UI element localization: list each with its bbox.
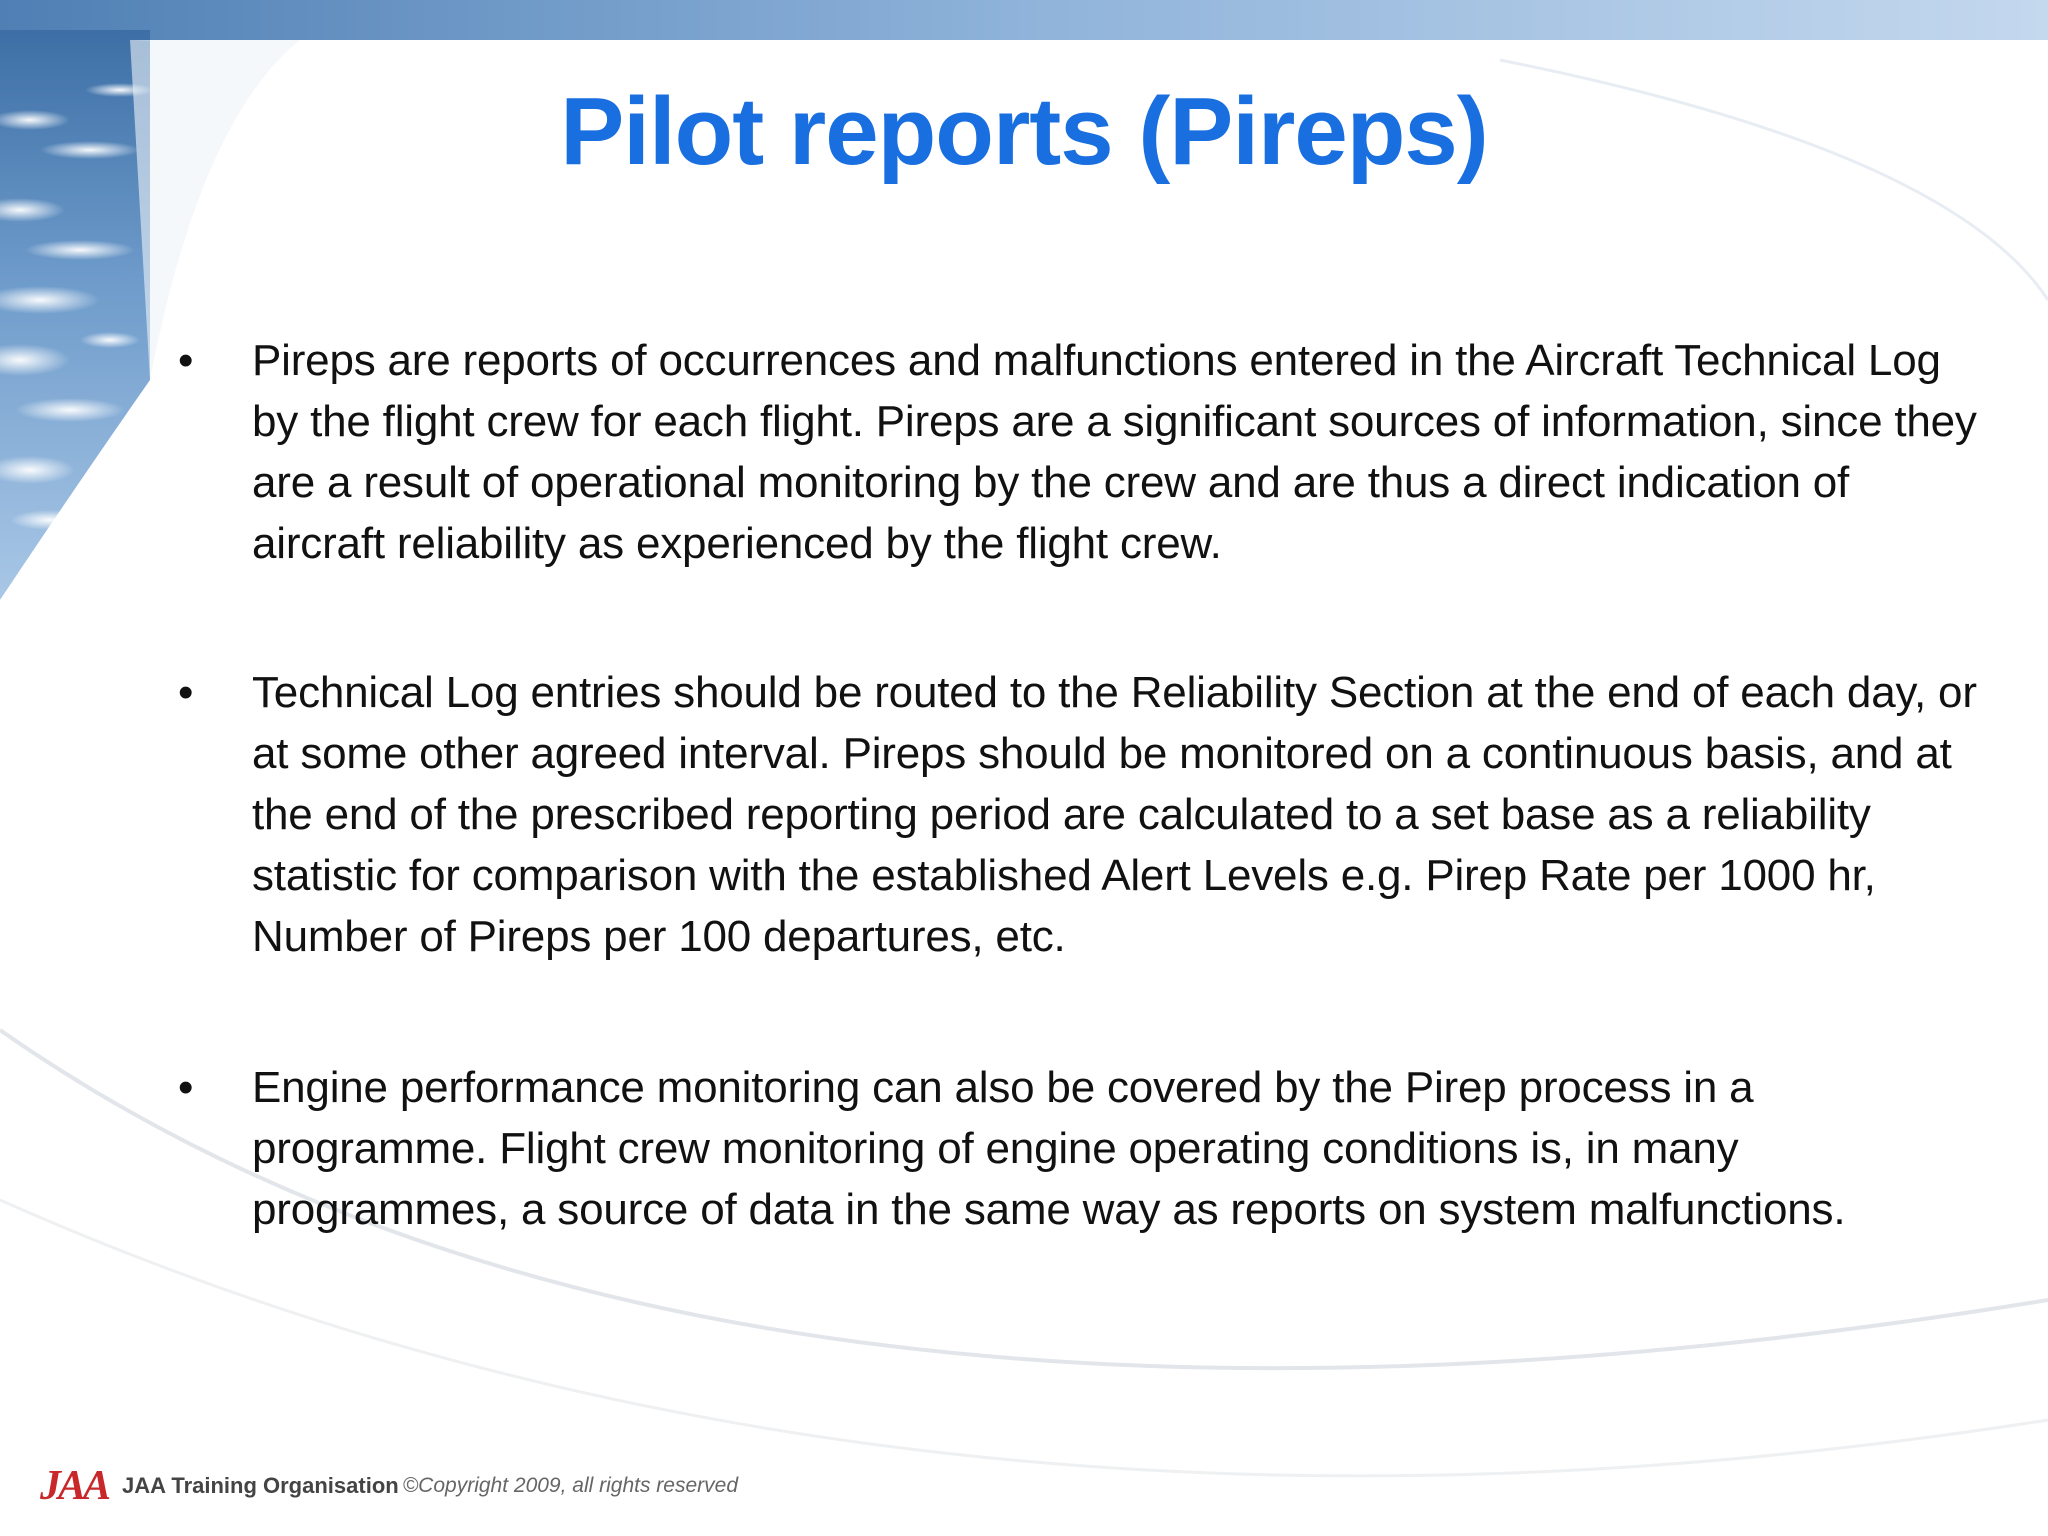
bullet-marker: • (178, 1063, 194, 1112)
bullet-text: Engine performance monitoring can also be covered by the Pirep process in a programme. Flight crew monitoring of engine operating conditions is, in many programmes, a source of data in the same way as reports on system malfunctions. (252, 1063, 1846, 1234)
jaa-logo: JAA (40, 1463, 109, 1509)
organisation-name: JAA Training Organisation (122, 1473, 399, 1498)
bullet-text: Pireps are reports of occurrences and malfunctions entered in the Aircraft Technical Log by the flight crew for each flight. Pireps are a significant sources of information, since they are a result of operational monitoring by the crew and are thus a direct indication of aircraft reliability as experienced by the flight crew. (252, 336, 1977, 568)
copyright-notice: ©Copyright 2009, all rights reserved (402, 1474, 739, 1497)
bullet-marker: • (178, 668, 194, 717)
bullet-text: Technical Log entries should be routed to the Reliability Section at the end of each day, or at some other agreed interval. Pireps should be monitored on a continuous basis, and at the end of the prescribed reporting period are calculated to a set base as a reliability statistic for comparison with the established Alert Levels e.g. Pirep Rate per 1000 hr, Number of Pireps per 100 departures, etc. (252, 668, 1977, 961)
bullet-marker: • (178, 336, 194, 385)
footer (40, 1463, 739, 1509)
slide-title: Pilot reports (Pireps) (560, 78, 1488, 185)
